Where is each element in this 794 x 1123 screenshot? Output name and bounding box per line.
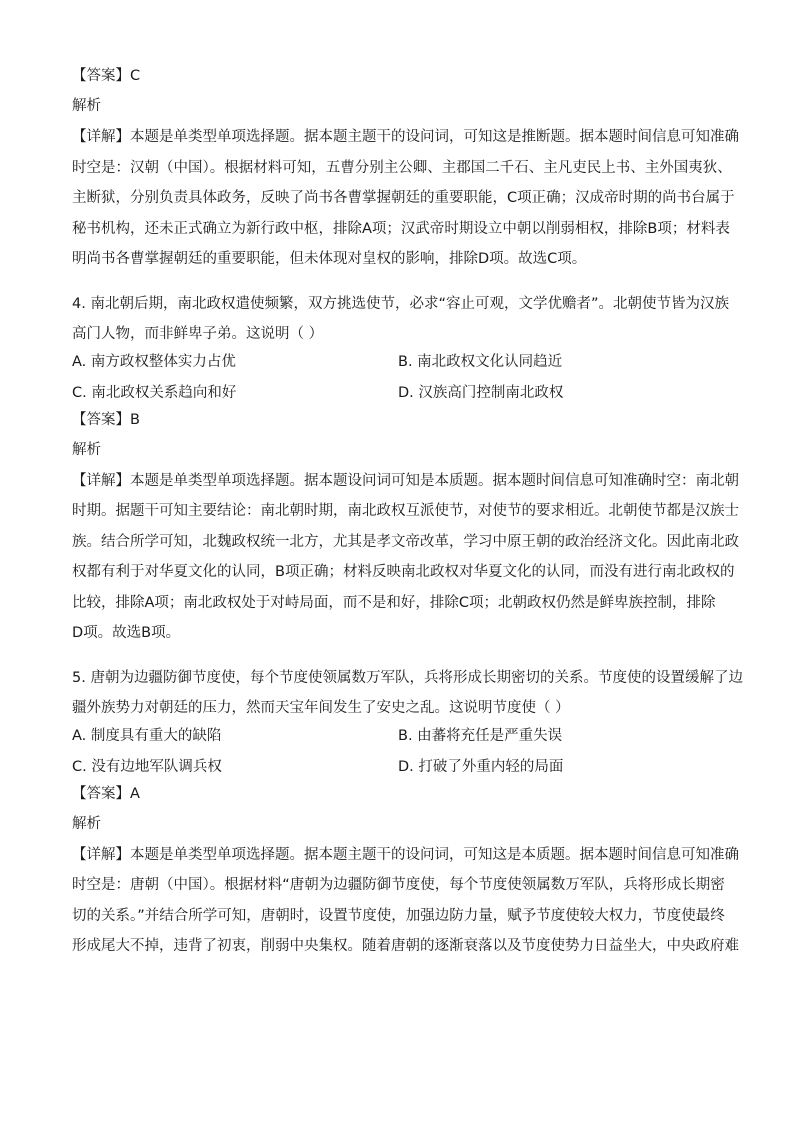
q3-detail	[72, 122, 739, 275]
analysis-label: 解析	[72, 441, 101, 458]
detail-line: 权都有利于对华夏文化的认同，B项正确；材料反映南北政权对华夏文化的认同，而没有进行南北政权的	[72, 564, 735, 580]
document-page	[72, 60, 743, 962]
analysis-label: 解析	[72, 98, 101, 114]
stem-line: 5. 唐朝为边疆防御节度使，每个节度使领属数万军队，兵将形成长期密切的关系。节度使的设置缓解了边	[72, 669, 743, 686]
q4-answer	[72, 410, 722, 430]
detail-line: 明尚书各曹掌握朝廷的重要职能，但未体现对皇权的影响，排除D项。故选C项。	[72, 251, 587, 267]
detail-line: 族。结合所学可知，北魏政权统一北方，尤其是孝文帝改革，学习中原王朝的政治经济文化。因此南北政	[72, 533, 739, 550]
detail-line: 秘书机构，还未正式确立为新行政中枢，排除A项；汉武帝时期设立中朝以削弱相权，排除B项；材料表	[72, 220, 730, 237]
q5-stem	[72, 663, 743, 724]
stem-line: 疆外族势力对朝廷的压力，然而天宝年间发生了安史之乱。这说明节度使（ ）	[72, 700, 570, 716]
stem-line: 4. 南北朝后期，南北政权遣使频繁，双方挑选使节，必求“容止可观，文学优赡者”。北朝使节皆为汉族	[72, 295, 729, 312]
stem-line: 高门人物，而非鲜卑子弟。这说明（ ）	[72, 326, 324, 342]
answer-label: 【答案】	[72, 68, 130, 84]
detail-text: 本题是单类型单项选择题。据本题设问词可知是本质题。据本题时间信息可知准确时空：南北朝	[130, 472, 739, 489]
detail-text: 本题是单类型单项选择题。据本题主题干的设问词，可知这是推断题。据本题时间信息可知准确	[130, 129, 739, 145]
detail-label: 【详解】	[72, 129, 130, 145]
q5-answer	[72, 784, 722, 804]
option-b: B. 南北政权文化认同趋近	[398, 353, 563, 370]
option-d: D. 汉族高门控制南北政权	[398, 384, 564, 401]
detail-label: 【详解】	[72, 472, 130, 489]
detail-line: D项。故选B项。	[72, 625, 181, 641]
answer-label: 【答案】	[72, 785, 130, 802]
q5-analysis-label	[72, 814, 722, 834]
option-a: A. 制度具有重大的缺陷	[72, 727, 222, 744]
answer-value: B	[130, 411, 140, 428]
detail-text: 本题是单类型单项选择题。据本题主题干的设问词，可知这是本质题。据本题时间信息可知准确	[130, 846, 739, 863]
detail-line: 主断狱，分别负责具体政务，反映了尚书各曹掌握朝廷的重要职能，C项正确；汉成帝时期的尚书台属于	[72, 190, 735, 206]
option-a: A. 南方政权整体实力占优	[72, 353, 236, 370]
q3-answer	[72, 66, 722, 86]
detail-line	[72, 840, 739, 871]
detail-line: 时期。据题干可知主要结论：南北朝时期，南北政权互派使节，对使节的要求相近。北朝使节都是汉族士	[72, 503, 739, 519]
q4-stem	[72, 289, 729, 350]
detail-line	[72, 122, 739, 153]
answer-value: C	[130, 68, 141, 84]
q5-detail	[72, 840, 739, 962]
q4-options	[72, 350, 722, 410]
detail-label: 【详解】	[72, 846, 130, 863]
option-c: C. 南北政权关系趋向和好	[72, 384, 237, 401]
answer-label: 【答案】	[72, 411, 130, 428]
option-d: D. 打破了外重内轻的局面	[398, 758, 564, 775]
detail-line: 切的关系。”并结合所学可知，唐朝时，设置节度使，加强边防力量，赋予节度使较大权力，节度使最终	[72, 907, 725, 924]
q4-detail	[72, 466, 739, 649]
q4-analysis-label	[72, 440, 722, 460]
q5-options	[72, 724, 722, 784]
q3-analysis-label	[72, 96, 722, 116]
detail-line: 形成尾大不掉，违背了初衷，削弱中央集权。随着唐朝的逐渐衰落以及节度使势力日益坐大，中央政府难	[72, 938, 739, 954]
analysis-label: 解析	[72, 815, 101, 832]
option-c: C. 没有边地军队调兵权	[72, 758, 222, 775]
detail-line: 比较，排除A项；南北政权处于对峙局面，而不是和好，排除C项；北朝政权仍然是鲜卑族控制，排除	[72, 594, 716, 611]
detail-line: 时空是：汉朝（中国）。根据材料可知，五曹分别主公卿、主郡国二千石、主凡吏民上书、主外国夷狄、	[72, 159, 732, 176]
detail-line	[72, 466, 739, 497]
answer-value: A	[130, 785, 140, 802]
detail-line: 时空是：唐朝（中国）。根据材料“唐朝为边疆防御节度使，每个节度使领属数万军队，兵将形成长期密	[72, 877, 725, 893]
option-b: B. 由蕃将充任是严重失误	[398, 727, 563, 744]
